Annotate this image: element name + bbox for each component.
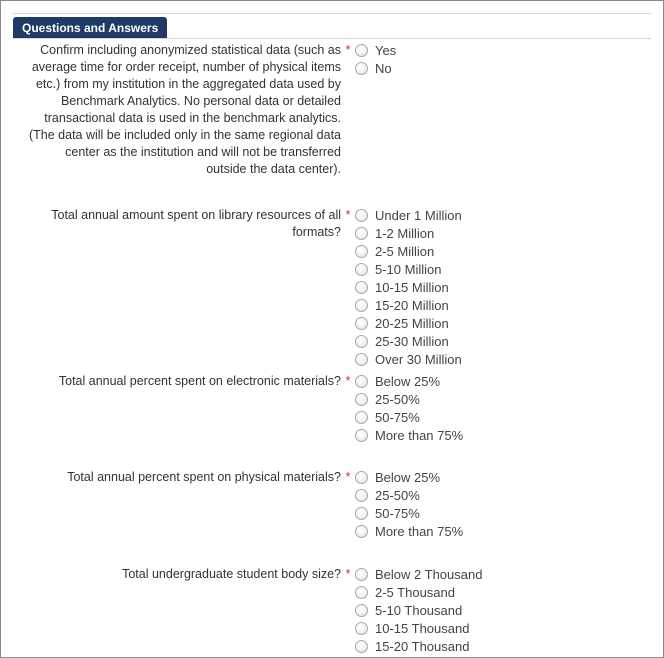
question-label: Total annual percent spent on electronic materials? (58, 374, 341, 388)
radio-button[interactable] (355, 317, 368, 330)
radio-button[interactable] (355, 281, 368, 294)
radio-button[interactable] (355, 263, 368, 276)
question-label: Confirm including anonymized statistical data (such as average time for order receipt, number of physical items etc.) from my institution in the aggregated data used by Benchmark Analytics. No personal data or detailed transactional data is used in the benchmark analytics. (The data will be included only in the same regional data center as the institution and will not be transferred outside the data center). (29, 43, 341, 176)
radio-button[interactable] (355, 640, 368, 653)
radio-button[interactable] (355, 429, 368, 442)
radio-button[interactable] (355, 622, 368, 635)
radio-option[interactable] (355, 486, 463, 504)
radio-option[interactable] (355, 504, 463, 522)
questions-list (1, 39, 663, 655)
option-label: Below 25% (375, 373, 441, 389)
option-label: No (375, 60, 392, 76)
radio-option[interactable] (355, 390, 463, 408)
radio-option-no[interactable] (355, 59, 396, 77)
question-data-sharing (1, 41, 663, 178)
radio-option-yes[interactable] (355, 41, 396, 59)
radio-option[interactable] (355, 601, 482, 619)
radio-button[interactable] (355, 209, 368, 222)
radio-group (355, 206, 462, 368)
radio-option[interactable] (355, 278, 462, 296)
radio-button[interactable] (355, 299, 368, 312)
required-asterisk: * (345, 374, 351, 388)
option-label: 20-25 Million (375, 315, 449, 331)
question-undergrad-size (1, 565, 663, 655)
radio-button[interactable] (355, 245, 368, 258)
required-asterisk: * (345, 208, 351, 222)
option-label: More than 75% (375, 427, 464, 443)
option-label: Yes (375, 42, 397, 58)
radio-button[interactable] (355, 62, 368, 75)
radio-option[interactable] (355, 206, 462, 224)
radio-option[interactable] (355, 296, 462, 314)
option-label: 25-50% (375, 487, 420, 503)
radio-button[interactable] (355, 411, 368, 424)
radio-option[interactable] (355, 619, 482, 637)
radio-option[interactable] (355, 565, 482, 583)
option-label: More than 75% (375, 523, 464, 539)
radio-button[interactable] (355, 604, 368, 617)
radio-group (355, 468, 463, 540)
option-label: 50-75% (375, 409, 420, 425)
radio-option[interactable] (355, 468, 463, 486)
top-divider (13, 13, 651, 14)
required-asterisk: * (345, 567, 351, 581)
radio-option[interactable] (355, 408, 463, 426)
radio-button[interactable] (355, 471, 368, 484)
option-label: 1-2 Million (375, 225, 435, 241)
required-asterisk: * (345, 43, 351, 57)
radio-button[interactable] (355, 353, 368, 366)
option-label: 25-30 Million (375, 333, 449, 349)
radio-button[interactable] (355, 393, 368, 406)
question-physical-percent (1, 468, 663, 540)
radio-button[interactable] (355, 507, 368, 520)
required-asterisk: * (345, 470, 351, 484)
radio-button[interactable] (355, 568, 368, 581)
option-label: Below 2 Thousand (375, 566, 483, 582)
radio-button[interactable] (355, 335, 368, 348)
option-label: 10-15 Thousand (375, 620, 470, 636)
radio-group (355, 41, 396, 77)
radio-group (355, 565, 482, 655)
radio-button[interactable] (355, 375, 368, 388)
radio-option[interactable] (355, 314, 462, 332)
question-label: Total annual percent spent on physical materials? (67, 470, 341, 484)
question-annual-amount (1, 206, 663, 368)
option-label: 25-50% (375, 391, 420, 407)
radio-button[interactable] (355, 44, 368, 57)
option-label: 2-5 Thousand (375, 584, 455, 600)
section-header: Questions and Answers (13, 17, 167, 39)
radio-option[interactable] (355, 224, 462, 242)
option-label: 10-15 Million (375, 279, 449, 295)
radio-button[interactable] (355, 489, 368, 502)
radio-option[interactable] (355, 350, 462, 368)
question-label: Total annual amount spent on library resources of all formats? (51, 208, 341, 239)
radio-option[interactable] (355, 372, 463, 390)
radio-option[interactable] (355, 583, 482, 601)
radio-button[interactable] (355, 227, 368, 240)
radio-button[interactable] (355, 586, 368, 599)
question-electronic-percent (1, 372, 663, 444)
radio-option[interactable] (355, 332, 462, 350)
radio-option[interactable] (355, 426, 463, 444)
option-label: Below 25% (375, 469, 441, 485)
option-label: 5-10 Thousand (375, 602, 463, 618)
option-label: 15-20 Million (375, 297, 449, 313)
radio-option[interactable] (355, 260, 462, 278)
radio-option[interactable] (355, 522, 463, 540)
option-label: 15-20 Thousand (375, 638, 470, 654)
option-label: 2-5 Million (375, 243, 435, 259)
option-label: Under 1 Million (375, 207, 462, 223)
question-label: Total undergraduate student body size? (122, 567, 341, 581)
option-label: 50-75% (375, 505, 420, 521)
radio-option[interactable] (355, 637, 482, 655)
option-label: 5-10 Million (375, 261, 442, 277)
radio-group (355, 372, 463, 444)
radio-button[interactable] (355, 525, 368, 538)
radio-option[interactable] (355, 242, 462, 260)
option-label: Over 30 Million (375, 351, 462, 367)
